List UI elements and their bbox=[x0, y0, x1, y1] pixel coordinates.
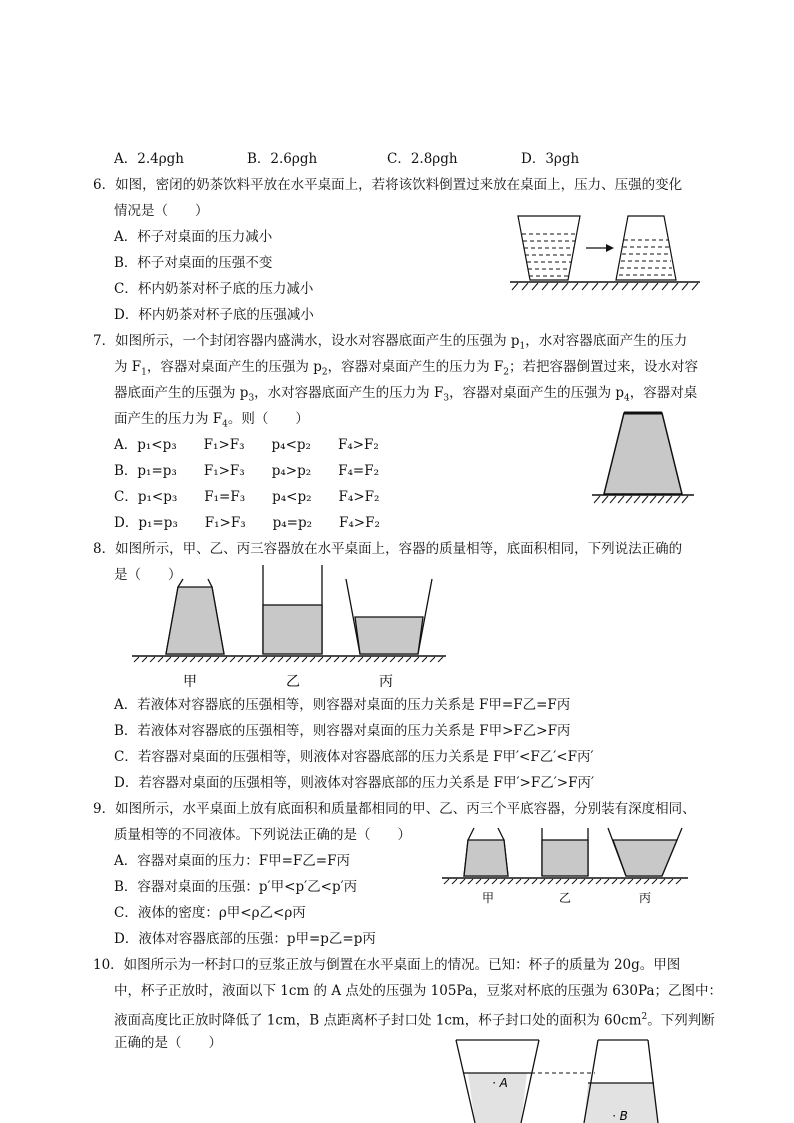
q9-option-b: B．容器对桌面的压强：p′甲<p′乙<p′丙 bbox=[114, 879, 358, 895]
q6-option-d: D．杯内奶茶对杯子底的压强减小 bbox=[114, 307, 314, 323]
container-jia bbox=[464, 840, 508, 876]
container-bing bbox=[613, 840, 677, 876]
q10-stem-line1: 10．如图所示为一杯封口的豆浆正放与倒置在水平桌面上的情况。已知：杯子的质量为 20g。甲图 bbox=[93, 957, 681, 973]
q9-option-a: A．容器对桌面的压力：F甲=F乙=F丙 bbox=[114, 853, 350, 869]
q7-stem-line4: 面产生的压力为 $F_4$。则（ ） bbox=[114, 411, 309, 430]
label-yi: 乙 bbox=[558, 891, 572, 905]
q6-option-c: C．杯内奶茶对杯子底的压力减小 bbox=[114, 281, 314, 297]
q6-option-a: A．杯子对桌面的压力减小 bbox=[114, 229, 273, 245]
q8-option-d: D．若容器对桌面的压强相等，则液体对容器底部的压力关系是 F甲′>F乙′>F丙′ bbox=[114, 775, 595, 791]
q9-stem-line2: 质量相等的不同液体。下列说法正确的是（ ） bbox=[114, 827, 411, 843]
container-jia bbox=[166, 587, 224, 654]
milk-tea-cup-inverted bbox=[616, 216, 676, 280]
label-jia: 甲 bbox=[481, 891, 495, 905]
q8-figure bbox=[128, 565, 452, 695]
q5-option-b: B．2.6ρgh bbox=[247, 151, 318, 167]
q8-option-a: A．若液体对容器底的压强相等，则容器对桌面的压力关系是 F甲=F乙=F丙 bbox=[114, 697, 571, 713]
q9-option-d: D．液体对容器底部的压强：p甲=p乙=p丙 bbox=[114, 931, 376, 947]
q10-figure bbox=[448, 1036, 680, 1123]
q7-option-d: D．p₁=p₃ F₁>F₃ p₄=p₂ F₄>F₂ bbox=[114, 515, 380, 531]
q10-stem-line2: 中，杯子正放时，液面以下 1cm 的 A 点处的压强为 105Pa，豆浆对杯底的压强为 630Pa；乙图中： bbox=[114, 983, 723, 999]
q6-stem-line1: 6．如图，密闭的奶茶饮料平放在水平桌面上，若将该饮料倒置过来放在桌面上，压力、压强的变化 bbox=[93, 177, 683, 193]
container-yi bbox=[542, 840, 588, 876]
sealed-container bbox=[604, 413, 682, 494]
label-yi: 乙 bbox=[286, 674, 300, 690]
q7-option-c: C．p₁<p₃ F₁=F₃ p₄<p₂ F₄>F₂ bbox=[114, 489, 380, 505]
container-yi bbox=[263, 605, 322, 654]
q5-option-c: C．2.8ρgh bbox=[387, 151, 458, 167]
q8-option-b: B．若液体对容器底的压强相等，则容器对桌面的压力关系是 F甲>F乙>F丙 bbox=[114, 723, 571, 739]
container-bing bbox=[355, 617, 423, 654]
q10-stem-line4: 正确的是（ ） bbox=[114, 1035, 222, 1051]
point-b: · B bbox=[612, 1109, 628, 1123]
q6-figure bbox=[508, 212, 704, 292]
point-a: · A bbox=[492, 1076, 508, 1090]
q5-option-a: A．2.4ρgh bbox=[114, 151, 184, 167]
q9-option-c: C．液体的密度：ρ甲<ρ乙<ρ丙 bbox=[114, 905, 306, 921]
q7-option-b: B．p₁=p₃ F₁>F₃ p₄>p₂ F₄=F₂ bbox=[114, 463, 379, 479]
q8-stem-line1: 8．如图所示，甲、乙、丙三容器放在水平桌面上，容器的质量相等，底面积相同，下列说法正确的 bbox=[93, 541, 683, 557]
label-bing: 丙 bbox=[379, 674, 393, 690]
label-bing: 丙 bbox=[638, 891, 652, 905]
label-jia: 甲 bbox=[183, 674, 197, 690]
q8-option-c: C．若容器对桌面的压强相等，则液体对容器底部的压力关系是 F甲′<F乙′<F丙′ bbox=[114, 749, 594, 765]
q6-option-b: B．杯子对桌面的压强不变 bbox=[114, 255, 273, 271]
q7-option-a: A．p₁<p₃ F₁>F₃ p₄<p₂ F₄>F₂ bbox=[114, 437, 379, 453]
q9-figure bbox=[440, 822, 690, 908]
q6-stem-line2: 情况是（ ） bbox=[114, 203, 209, 219]
q7-stem-line2: 为 $F_1$，容器对桌面产生的压强为 $p_2$，容器对桌面产生的压力为 $F_2$；若把容器倒置过来，设水对容 bbox=[114, 359, 698, 378]
q10-stem-line3: 液面高度比正放时降低了 1cm，B 点距离杯子封口处 1cm，杯子封口处的面积为 $60cm^2$。下列判断 bbox=[114, 1012, 715, 1029]
q8-stem-line2: 是（ ） bbox=[114, 567, 182, 583]
q7-stem-line1: 7．如图所示，一个封闭容器内盛满水，设水对容器底面产生的压强为 $p_1$，水对容器底面产生的压力 bbox=[93, 333, 688, 352]
q7-figure bbox=[588, 408, 698, 508]
q5-option-d: D．3ρgh bbox=[521, 151, 580, 167]
q7-stem-line3: 器底面产生的压强为 $p_3$，水对容器底面产生的压力为 $F_3$，容器对桌面产生的压强为 $p_4$，容器对桌 bbox=[114, 385, 698, 404]
q9-stem-line1: 9．如图所示，水平桌面上放有底面积和质量都相同的甲、乙、丙三个平底容器，分别装有深度相同、 bbox=[93, 801, 696, 817]
